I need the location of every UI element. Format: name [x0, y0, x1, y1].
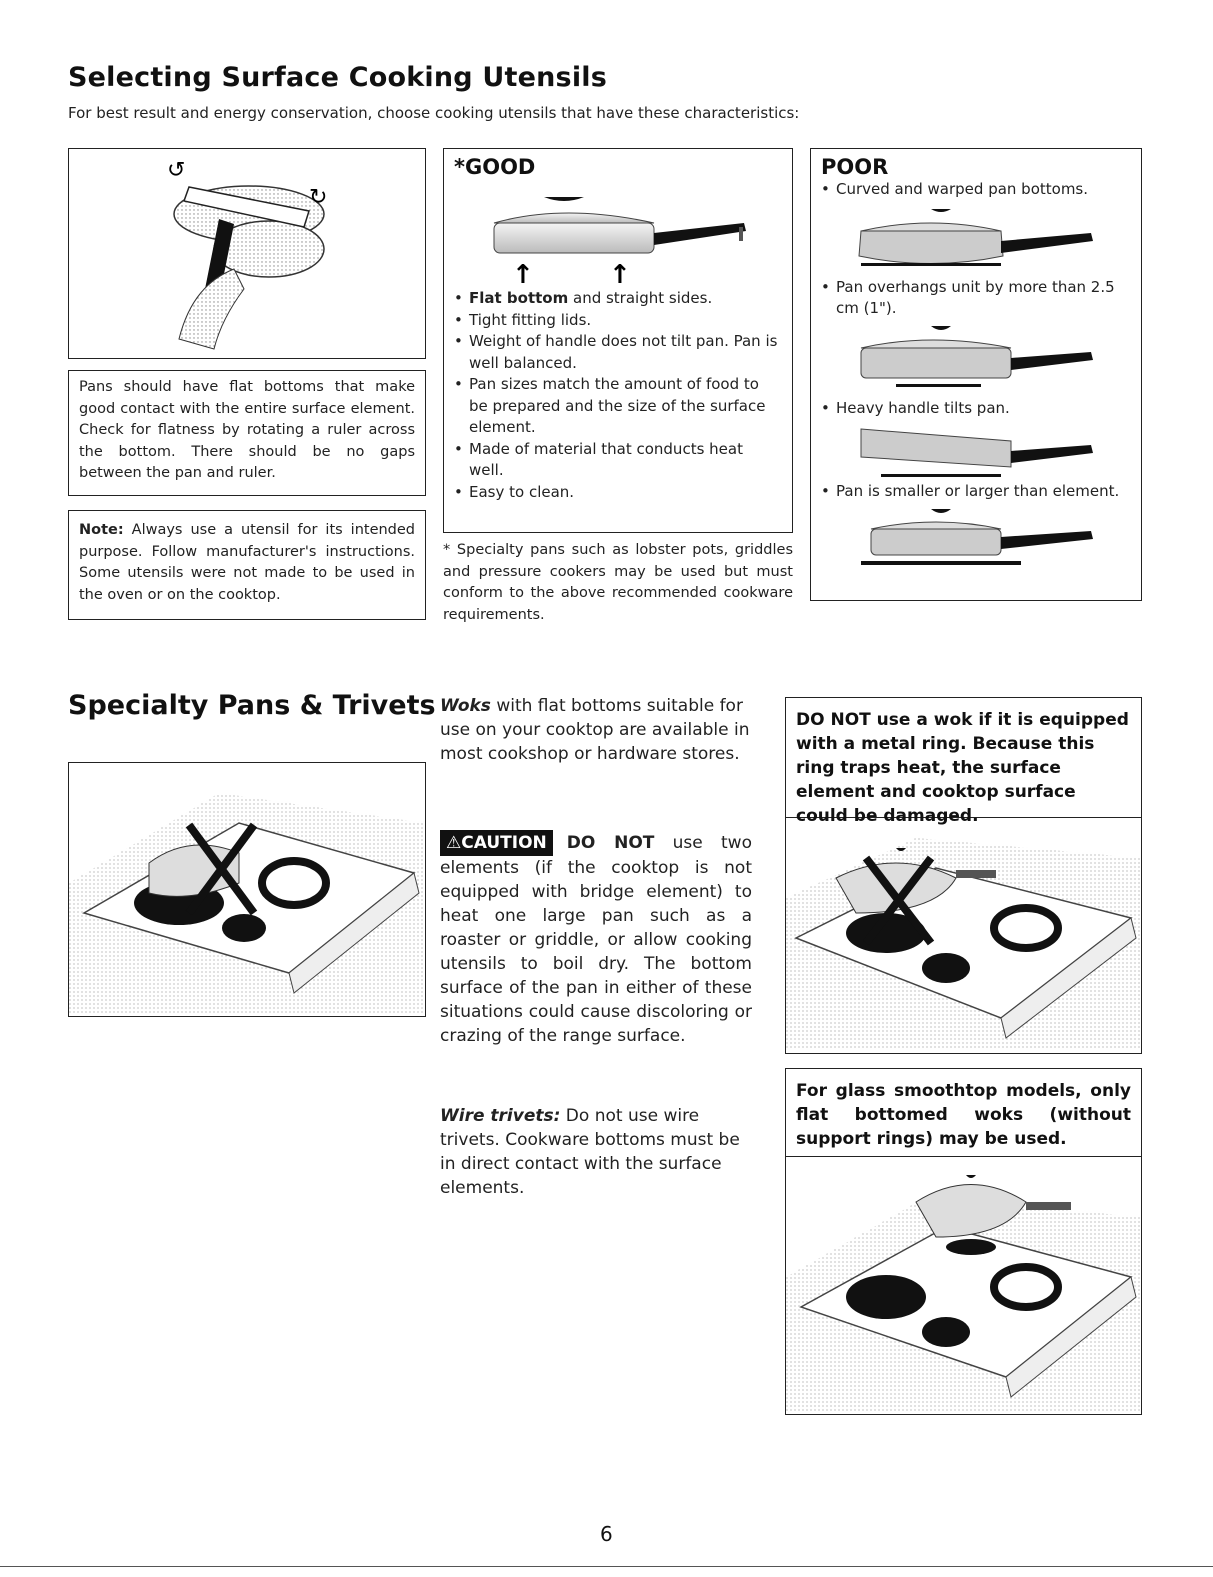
- wok-with-ring-crossed-icon: [786, 818, 1140, 1050]
- specialty-footnote: * Specialty pans such as lobster pots, griddles and pressure cookers may be used but must conform to the above recommended cookware requirements.: [443, 542, 793, 623]
- wok-ring-warning-box: [785, 697, 1142, 1054]
- good-list: [454, 288, 782, 503]
- flat-wok-on-cooktop-icon: [786, 1157, 1140, 1411]
- good-item: • Tight fitting lids.: [454, 310, 782, 332]
- note-paragraph: [79, 520, 415, 606]
- good-item: • Made of material that conducts heat well.: [454, 439, 782, 482]
- poor-item: • Pan is smaller or larger than element.: [821, 481, 1131, 503]
- glass-smoothtop-note: For glass smoothtop models, only flat bottomed woks (without support rings) may be used.: [786, 1069, 1141, 1157]
- trivets-label: Wire trivets:: [440, 1106, 561, 1126]
- poor-title: POOR: [821, 155, 889, 179]
- good-item: • Flat bottom and straight sides.: [454, 288, 782, 310]
- svg-text:↻: ↻: [309, 185, 328, 210]
- warning-triangle-icon: ⚠: [446, 833, 462, 853]
- flatness-text-box: [68, 370, 426, 496]
- glass-smoothtop-box: [785, 1068, 1142, 1415]
- note-label: Note:: [79, 522, 124, 538]
- wok-ring-warning: DO NOT use a wok if it is equipped with a metal ring. Because this ring traps heat, the surface element and cooktop surface could be damaged.: [786, 698, 1141, 818]
- roaster-on-two-elements-crossed-icon: [69, 763, 424, 1015]
- caution-lead: DO NOT: [566, 833, 655, 853]
- roaster-cooktop-box: [68, 762, 426, 1017]
- overhanging-pan-icon: [821, 320, 1131, 398]
- poor-item: • Heavy handle tilts pan.: [821, 398, 1131, 420]
- specialty-section-title: Specialty Pans & Trivets: [68, 690, 436, 721]
- poor-list-3: [821, 398, 1131, 420]
- page-number: 6: [600, 1522, 613, 1546]
- trivets-text: Do not use wire trivets. Cookware bottoms must be in direct contact with the surface elements.: [440, 1106, 740, 1198]
- flatness-text: Pans should have flat bottoms that make good contact with the entire surface element. Check for flatness by rotating a ruler across the bottom. There should be no gaps between the pan and ruler.: [79, 379, 415, 481]
- curved-bottom-pan-icon: [821, 201, 1131, 277]
- hand-rotating-ruler-on-pan-icon: [69, 149, 424, 357]
- wrong-size-pan-icon: [821, 503, 1131, 573]
- good-panel: [443, 148, 793, 533]
- svg-text:↺: ↺: [167, 158, 186, 183]
- caution-paragraph: [440, 830, 752, 1048]
- svg-text:↑: ↑: [609, 260, 631, 288]
- poor-list: [821, 179, 1131, 201]
- good-pan-icon: [454, 183, 784, 288]
- woks-text: with flat bottoms suitable for use on your cooktop are available in most cookshop or hardware stores.: [440, 696, 750, 764]
- poor-list-4: [821, 481, 1131, 503]
- note-text: Always use a utensil for its intended purpose. Follow manufacturer's instructions. Some utensils were not made to be used in the oven or on the cooktop.: [79, 522, 416, 603]
- note-box: [68, 510, 426, 620]
- good-item: • Easy to clean.: [454, 482, 782, 504]
- trivets-paragraph: [440, 1104, 752, 1200]
- woks-label: Woks: [440, 696, 491, 716]
- intro-text: For best result and energy conservation, choose cooking utensils that have these characteristics:: [68, 104, 800, 122]
- page-title: Selecting Surface Cooking Utensils: [68, 62, 607, 93]
- poor-list-2: [821, 277, 1131, 320]
- poor-item: • Pan overhangs unit by more than 2.5 cm (1").: [821, 277, 1131, 320]
- ruler-illustration-box: [68, 148, 426, 359]
- tilted-pan-icon: [821, 419, 1131, 481]
- good-title: *GOOD: [454, 155, 536, 179]
- svg-text:↑: ↑: [512, 260, 534, 288]
- woks-paragraph: [440, 694, 752, 766]
- caution-badge: ⚠CAUTION: [440, 830, 553, 856]
- poor-item: • Curved and warped pan bottoms.: [821, 179, 1131, 201]
- bottom-rule: [0, 1566, 1213, 1567]
- good-item: • Weight of handle does not tilt pan. Pan is well balanced.: [454, 331, 782, 374]
- poor-panel: [810, 148, 1142, 601]
- good-item: • Pan sizes match the amount of food to be prepared and the size of the surface element.: [454, 374, 782, 439]
- caution-text: use two elements (if the cooktop is not equipped with bridge element) to heat one large pan such as a roaster or griddle, or allow cooking utensils to boil dry. The bottom surface of the pan in either of these situations could cause discoloring or crazing of the range surface.: [440, 833, 752, 1046]
